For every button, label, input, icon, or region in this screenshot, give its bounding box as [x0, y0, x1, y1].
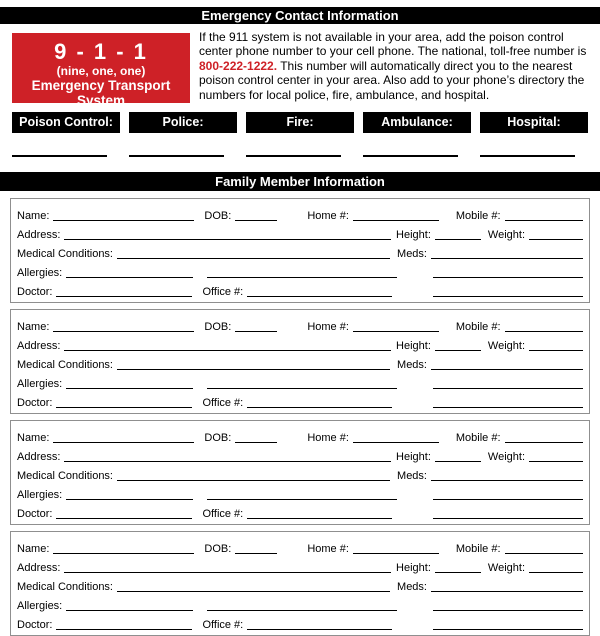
medical-conditions-blank-line — [117, 469, 390, 481]
doctor-blank-line — [56, 396, 192, 408]
meds-continuation-line-2 — [433, 285, 583, 297]
mobile-phone-label: Mobile #: — [455, 432, 501, 444]
member-row-medical — [17, 242, 583, 261]
medical-conditions-label: Medical Conditions: — [17, 248, 113, 260]
poison-control-phone-number: 800-222-1222. — [199, 58, 278, 73]
address-label: Address: — [17, 340, 61, 352]
doctor-label: Doctor: — [17, 286, 53, 298]
mobile-phone-label: Mobile #: — [455, 543, 501, 555]
meds-label: Meds: — [397, 248, 427, 260]
medical-conditions-blank-line — [117, 247, 390, 259]
member-row-allergies — [17, 261, 583, 280]
meds-label: Meds: — [397, 581, 427, 593]
fire-blank-line — [246, 155, 341, 157]
name-blank-line — [53, 320, 194, 332]
weight-blank-line — [529, 561, 583, 573]
allergies-blank-line — [66, 377, 193, 389]
meds-blank-line — [431, 469, 583, 481]
weight-blank-line — [529, 339, 583, 351]
meds-continuation-line — [433, 377, 583, 389]
family-blocks — [0, 198, 600, 636]
meds-blank-line — [431, 580, 583, 592]
mobile-phone-blank-line — [505, 542, 583, 554]
family-member-header: Family Member Information — [0, 172, 600, 191]
weight-label: Weight: — [487, 562, 525, 574]
member-block — [10, 420, 590, 525]
name-label: Name: — [17, 210, 50, 222]
mobile-phone-blank-line — [505, 320, 583, 332]
meds-label: Meds: — [397, 359, 427, 371]
address-label: Address: — [17, 229, 61, 241]
allergies-label: Allergies: — [17, 267, 63, 279]
office-phone-label: Office #: — [202, 619, 244, 631]
dob-blank-line — [235, 320, 277, 332]
dob-blank-line — [235, 209, 277, 221]
address-blank-line — [64, 450, 391, 462]
name-blank-line — [53, 542, 194, 554]
contact-bar-hospital: Hospital: — [480, 112, 588, 133]
home-phone-blank-line — [353, 320, 439, 332]
member-row-address — [17, 334, 583, 353]
office-phone-blank-line — [247, 507, 392, 519]
medical-conditions-blank-line — [117, 358, 390, 370]
address-label: Address: — [17, 451, 61, 463]
allergies-blank-line — [66, 599, 193, 611]
allergies-blank-line — [66, 488, 193, 500]
member-row-allergies — [17, 483, 583, 502]
police-blank-line — [129, 155, 224, 157]
member-row-address — [17, 223, 583, 242]
height-label: Height: — [396, 340, 431, 352]
mobile-phone-blank-line — [505, 431, 583, 443]
home-phone-label: Home #: — [307, 432, 349, 444]
allergies-blank-line — [66, 266, 193, 278]
member-row-allergies — [17, 594, 583, 613]
allergies-label: Allergies: — [17, 600, 63, 612]
meds-label: Meds: — [397, 470, 427, 482]
mobile-phone-label: Mobile #: — [455, 210, 501, 222]
contact-bar-fire: Fire: — [246, 112, 354, 133]
allergies-continuation-line — [207, 377, 397, 389]
meds-continuation-line-2 — [433, 507, 583, 519]
allergies-continuation-line — [207, 599, 397, 611]
weight-blank-line — [529, 228, 583, 240]
office-phone-label: Office #: — [202, 286, 244, 298]
ambulance-blank-line — [363, 155, 458, 157]
name-label: Name: — [17, 543, 50, 555]
home-phone-blank-line — [353, 431, 439, 443]
meds-continuation-line — [433, 488, 583, 500]
dob-label: DOB: — [204, 543, 232, 555]
height-blank-line — [435, 228, 481, 240]
member-row-medical — [17, 464, 583, 483]
dob-label: DOB: — [204, 210, 232, 222]
member-row-identity — [17, 204, 583, 223]
member-row-identity — [17, 315, 583, 334]
contact-label-bars — [0, 112, 600, 133]
member-row-identity — [17, 426, 583, 445]
weight-label: Weight: — [487, 340, 525, 352]
address-blank-line — [64, 228, 391, 240]
member-row-medical — [17, 353, 583, 372]
doctor-label: Doctor: — [17, 619, 53, 631]
height-blank-line — [435, 561, 481, 573]
height-label: Height: — [396, 451, 431, 463]
intro-section — [0, 24, 600, 108]
address-label: Address: — [17, 562, 61, 574]
doctor-blank-line — [56, 507, 192, 519]
emergency-contact-header: Emergency Contact Information — [0, 7, 600, 24]
member-row-doctor — [17, 280, 583, 299]
instructions-text-after: This number will automatically direct you to the nearest poison control center in your area. Also add to your phone’s directory the numbers for local police, fire, ambulance, and hospital. — [199, 58, 585, 102]
contact-blank-lines — [0, 155, 600, 157]
member-row-address — [17, 445, 583, 464]
office-phone-blank-line — [247, 618, 392, 630]
nine-one-one-box — [12, 33, 190, 108]
nine-one-one-number: 9 - 1 - 1 — [54, 39, 148, 64]
instructions-text-before: If the 911 system is not available in your area, add the poison control center phone number to your cell phone. The national, toll-free number is — [199, 30, 587, 59]
member-row-address — [17, 556, 583, 575]
dob-blank-line — [235, 431, 277, 443]
contact-bar-ambulance: Ambulance: — [363, 112, 471, 133]
home-phone-blank-line — [353, 209, 439, 221]
contact-bar-poison-control: Poison Control: — [12, 112, 120, 133]
office-phone-label: Office #: — [202, 397, 244, 409]
doctor-blank-line — [56, 618, 192, 630]
member-row-identity — [17, 537, 583, 556]
member-block — [10, 309, 590, 414]
home-phone-label: Home #: — [307, 210, 349, 222]
dob-label: DOB: — [204, 321, 232, 333]
instructions-paragraph — [199, 30, 588, 102]
weight-label: Weight: — [487, 229, 525, 241]
dob-blank-line — [235, 542, 277, 554]
member-row-medical — [17, 575, 583, 594]
height-label: Height: — [396, 562, 431, 574]
allergies-label: Allergies: — [17, 378, 63, 390]
office-phone-blank-line — [247, 396, 392, 408]
home-phone-label: Home #: — [307, 543, 349, 555]
meds-continuation-line-2 — [433, 618, 583, 630]
name-label: Name: — [17, 432, 50, 444]
name-blank-line — [53, 431, 194, 443]
home-phone-label: Home #: — [307, 321, 349, 333]
member-row-doctor — [17, 502, 583, 521]
member-row-allergies — [17, 372, 583, 391]
office-phone-label: Office #: — [202, 508, 244, 520]
member-row-doctor — [17, 391, 583, 410]
doctor-blank-line — [56, 285, 192, 297]
member-block — [10, 198, 590, 303]
height-blank-line — [435, 450, 481, 462]
name-label: Name: — [17, 321, 50, 333]
height-label: Height: — [396, 229, 431, 241]
address-blank-line — [64, 339, 391, 351]
medical-conditions-blank-line — [117, 580, 390, 592]
mobile-phone-label: Mobile #: — [455, 321, 501, 333]
poison-control-blank-line — [12, 155, 107, 157]
office-phone-blank-line — [247, 285, 392, 297]
meds-continuation-line — [433, 266, 583, 278]
medical-conditions-label: Medical Conditions: — [17, 359, 113, 371]
nine-one-one-spelled: (nine, one, one) — [56, 64, 146, 78]
height-blank-line — [435, 339, 481, 351]
contact-bar-police: Police: — [129, 112, 237, 133]
doctor-label: Doctor: — [17, 508, 53, 520]
name-blank-line — [53, 209, 194, 221]
hospital-blank-line — [480, 155, 575, 157]
medical-conditions-label: Medical Conditions: — [17, 470, 113, 482]
allergies-continuation-line — [207, 266, 397, 278]
allergies-label: Allergies: — [17, 489, 63, 501]
meds-blank-line — [431, 247, 583, 259]
weight-label: Weight: — [487, 451, 525, 463]
address-blank-line — [64, 561, 391, 573]
meds-continuation-line — [433, 599, 583, 611]
dob-label: DOB: — [204, 432, 232, 444]
nine-one-one-caption: Emergency Transport System — [31, 78, 171, 108]
medical-conditions-label: Medical Conditions: — [17, 581, 113, 593]
member-block — [10, 531, 590, 636]
mobile-phone-blank-line — [505, 209, 583, 221]
meds-continuation-line-2 — [433, 396, 583, 408]
home-phone-blank-line — [353, 542, 439, 554]
meds-blank-line — [431, 358, 583, 370]
weight-blank-line — [529, 450, 583, 462]
allergies-continuation-line — [207, 488, 397, 500]
doctor-label: Doctor: — [17, 397, 53, 409]
